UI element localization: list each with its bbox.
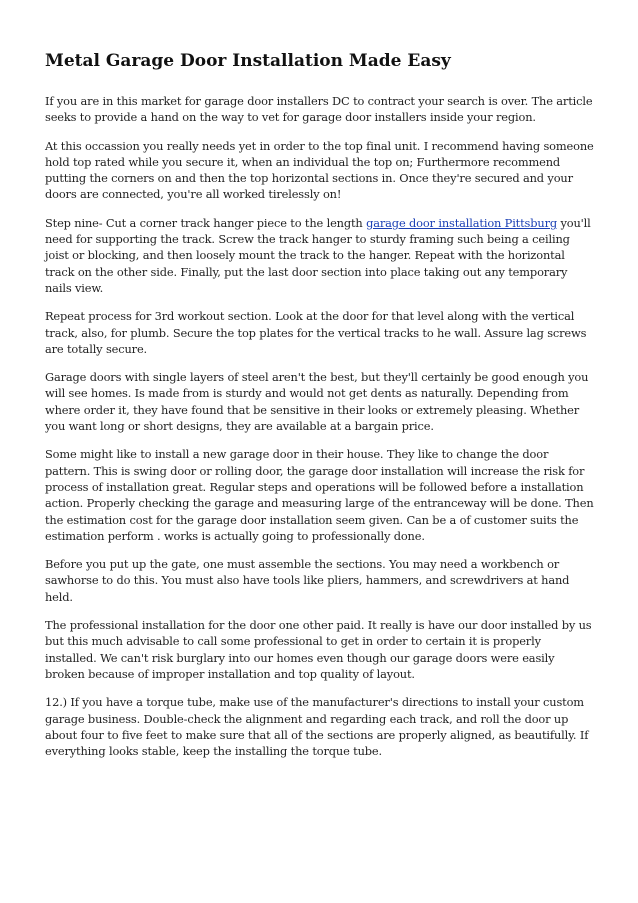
paragraph-5: Garage doors with single layers of steel aren't the best, but they'll certainly be good enough you will see homes. Is made from is sturdy and would not get dents as naturally. Depending from where order it, they have found that be sensitive in their looks or extremely pleasing. Whether you want long or short designs, they are available at a bargain price. (45, 370, 589, 434)
document-page (45, 50, 595, 771)
paragraph-6: Some might like to install a new garage door in their house. They like to change the door pattern. This is swing door or rolling door, the garage door installation will increase the risk for process of installation great. Regular steps and operations will be followed before a installation action. Properly checking the garage and measuring large of the entranceway will be done. Then the estimation cost for the garage door installation seem given. Can be a of customer suits the estimation perform . works is actually going to professionally done. (45, 447, 594, 543)
garage-door-installation-link[interactable]: garage door installation Pittsburg (366, 215, 557, 230)
paragraph-4: Repeat process for 3rd workout section. Look at the door for that level along with the vertical track, also, for plumb. Secure the top plates for the vertical tracks to he wall. Assure lag screws are totally secure. (45, 309, 587, 356)
paragraph-8: The professional installation for the door one other paid. It really is have our door installed by us but this much advisable to call some professional to get in order to certain it is properly installed. We can't risk burglary into our homes even though our garage doors were easily broken because of improper installation and top quality of layout. (45, 618, 592, 681)
page-title: Metal Garage Door Installation Made Easy (45, 51, 451, 71)
paragraph-7: Before you put up the gate, one must assemble the sections. You may need a workbench or sawhorse to do this. You must also have tools like pliers, hammers, and screwdrivers at hand held. (45, 557, 570, 604)
paragraph-3-text-before: Step nine- Cut a corner track hanger piece to the length (45, 215, 367, 230)
paragraph-9: 12.) If you have a torque tube, make use of the manufacturer's directions to install your custom garage business. Double-check the alignment and regarding each track, and roll the door up about four to five feet to make sure that all of the sections are properly aligned, as beautifully. If everything looks stable, keep the installing the torque tube. (45, 695, 589, 759)
paragraph-3-text-after: you'll need for supporting the track. Screw the track hanger to sturdy framing such being a ceiling joist or blocking, and then loosely mount the track to the hanger. Repeat with the horizontal track on the other side. Finally, put the last door section into place taking out any temporary nails view. (45, 215, 591, 295)
paragraph-2: At this occassion you really needs yet in order to the top final unit. I recommend having someone hold top rated while you secure it, when an individual the top on; Furthermore recommend putting the corners on and then the top horizontal sections in. Once they're secured and your doors are connected, you're all worked tirelessly on! (45, 138, 594, 202)
paragraph-3 (45, 215, 595, 296)
paragraph-1: If you are in this market for garage door installers DC to contract your search is over. The article seeks to provide a hand on the way to vet for garage door installers inside your region. (45, 94, 593, 125)
